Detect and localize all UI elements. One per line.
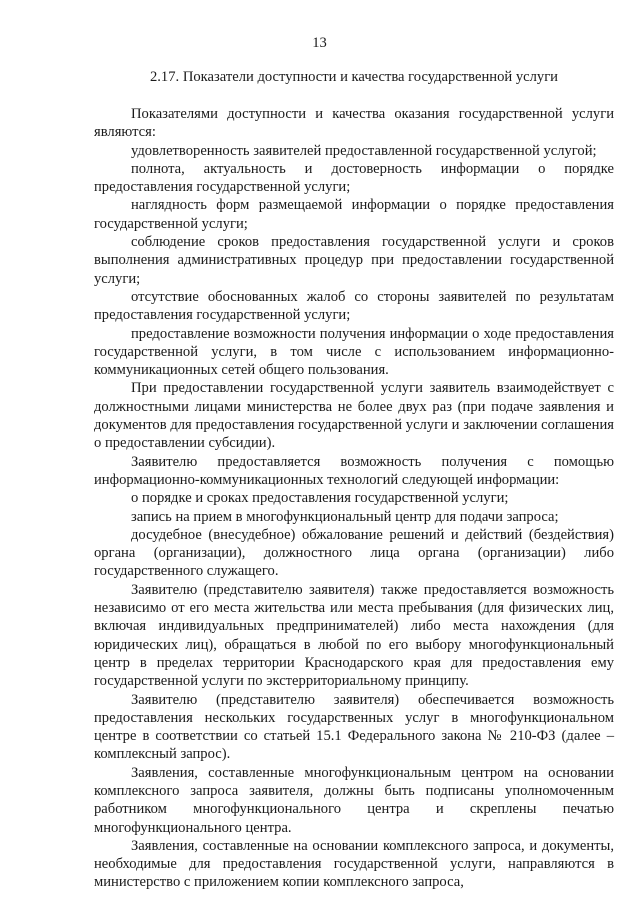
paragraph: отсутствие обоснованных жалоб со стороны заявителей по результатам предоставления государственной услуги; (94, 288, 614, 324)
paragraph: наглядность форм размещаемой информации о порядке предоставления государственной услуги; (94, 197, 614, 232)
paragraph: запись на прием в многофункциональный центр для подачи запроса; (131, 508, 559, 525)
paragraph: о порядке и сроках предоставления государственной услуги; (131, 490, 509, 507)
paragraph: Заявителю предоставляется возможность получения с помощью информационно-коммуникационных технологий следующей информации: (94, 453, 614, 488)
paragraph: предоставление возможности получения информации о ходе предоставления государственной услуги, в том числе с использованием информационно-коммуникационных сетей общего пользования. (94, 325, 614, 379)
document-body (94, 105, 614, 892)
paragraph: Заявителю (представителю заявителя) обеспечивается возможность предоставления нескольких государственных услуг в многофункциональном центре в соответствии со статьей 15.1 Федерального закона № 210-ФЗ (далее – комплексный запрос). (94, 691, 614, 763)
paragraph: полнота, актуальность и достоверность информации о порядке предоставления государственной услуги; (94, 160, 614, 196)
paragraph: досудебное (внесудебное) обжалование решений и действий (бездействия) органа (организации), должностного лица органа (организации) либо государственного служащего. (94, 526, 614, 580)
paragraph: При предоставлении государственной услуги заявитель взаимодействует с должностными лицами министерства не более двух раз (при подаче заявления и документов для предоставления государственной услуги и заключении соглашения о предоставлении субсидии). (94, 380, 614, 452)
paragraph: Показателями доступности и качества оказания государственной услуги являются: (94, 106, 614, 141)
paragraph: соблюдение сроков предоставления государственной услуги и сроков выполнения административных процедур при предоставлении государственной услуги; (94, 234, 614, 287)
paragraph: удовлетворенность заявителей предоставленной государственной услугой; (131, 142, 597, 159)
section-title: 2.17. Показатели доступности и качества государственной услуги (149, 69, 558, 85)
page-number: 13 (312, 35, 327, 51)
paragraph: Заявителю (представителю заявителя) также предоставляется возможность независимо от его места жительства или места пребывания (для физических лиц, включая индивидуальных предпринимателей) либо места нахождения (для юридических лиц), обращаться в любой по его выбору многофункциональный центр в пределах территории Краснодарского края для предоставления ему государственной услуги по экстерриториальному принципу. (94, 581, 614, 690)
paragraph: Заявления, составленные на основании комплексного запроса, и документы, необходимые для предоставления государственной услуги, направляются в министерство с приложением копии комплексного запроса, (94, 837, 614, 891)
paragraph: Заявления, составленные многофункциональным центром на основании комплексного запроса заявителя, должны быть подписаны уполномоченным работником многофункционального центра и скреплены печатью многофункционального центра. (94, 764, 614, 836)
